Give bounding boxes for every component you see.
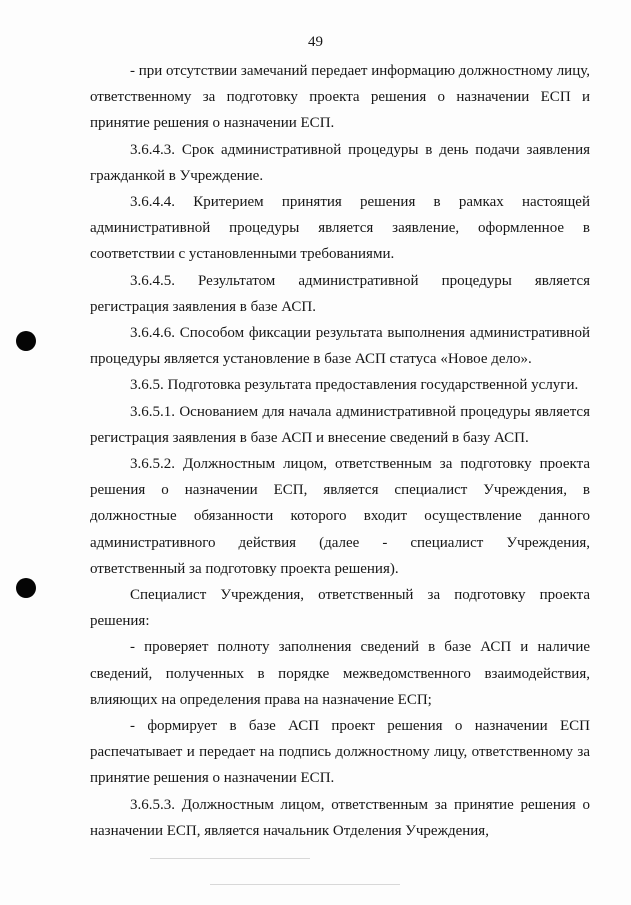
paragraph: 3.6.4.4. Критерием принятия решения в рамках настоящей административной процедуры является заявление, оформленное в соответствии с установленными требованиями. xyxy=(90,194,590,263)
page-number: 49 xyxy=(308,34,323,50)
document-body xyxy=(90,58,590,844)
paragraph: - проверяет полноту заполнения сведений в базе АСП и наличие сведений, полученных в порядке межведомственного взаимодействия, влияющих на определения права на назначение ЕСП; xyxy=(90,639,590,708)
paragraph: Специалист Учреждения, ответственный за подготовку проекта решения: xyxy=(90,587,590,630)
paragraph: 3.6.4.3. Срок административной процедуры в день подачи заявления гражданкой в Учреждение. xyxy=(90,141,590,184)
binder-hole xyxy=(16,578,36,598)
paragraph: 3.6.5.3. Должностным лицом, ответственным за принятие решения о назначении ЕСП, является начальник Отделения Учреждения, xyxy=(90,796,590,839)
scan-noise xyxy=(150,858,310,859)
paragraph: - при отсутствии замечаний передает информацию должностному лицу, ответственному за подготовку проекта решения о назначении ЕСП и принятие решения о назначении ЕСП. xyxy=(90,63,590,132)
binder-hole xyxy=(16,331,36,351)
paragraph: 3.6.4.6. Способом фиксации результата выполнения административной процедуры является установление в базе АСП статуса «Новое дело». xyxy=(90,325,590,368)
paragraph: 3.6.5. Подготовка результата предоставления государственной услуги. xyxy=(130,377,579,394)
scan-noise xyxy=(210,884,400,885)
paragraph: 3.6.5.2. Должностным лицом, ответственным за подготовку проекта решения о назначении ЕСП, является специалист Учреждения, в должностные обязанности которого входит осуществление данного административного действия (далее - специалист Учреждения, ответственный за подготовку проекта решения). xyxy=(90,456,590,577)
paragraph: 3.6.4.5. Результатом административной процедуры является регистрация заявления в базе АСП. xyxy=(90,272,590,315)
paragraph: - формирует в базе АСП проект решения о назначении ЕСП распечатывает и передает на подпись должностному лицу, ответственному за принятие решения о назначении ЕСП. xyxy=(90,718,590,787)
paragraph: 3.6.5.1. Основанием для начала административной процедуры является регистрация заявления в базе АСП и внесение сведений в базу АСП. xyxy=(90,403,590,446)
